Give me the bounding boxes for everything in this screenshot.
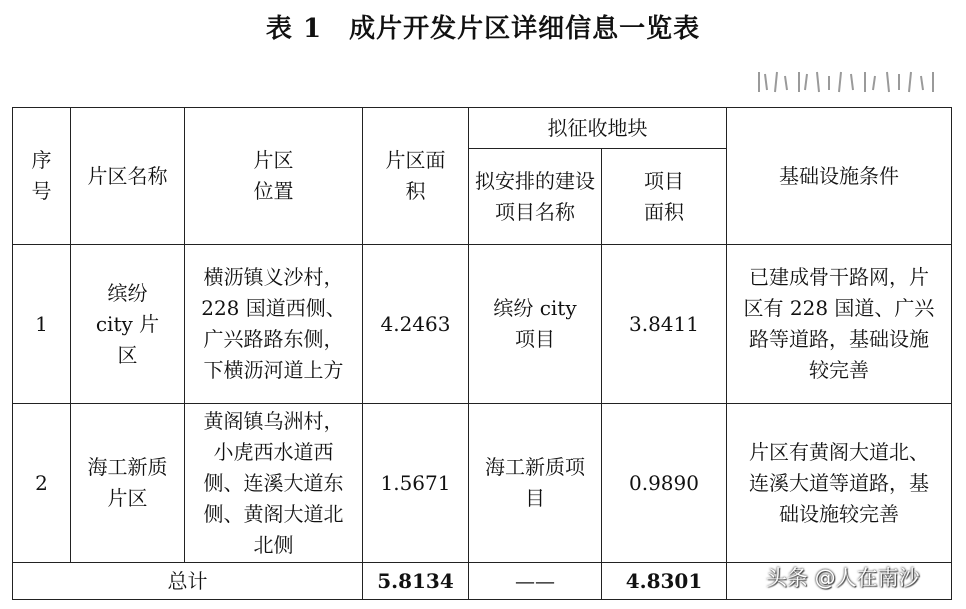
cell-project-area: 0.9890: [602, 404, 727, 563]
cell-zone-location: 横沥镇义沙村，228 国道西侧、广兴路路东侧，下横沥河道上方: [185, 245, 363, 404]
cell-project-name: 缤纷 city 项目: [469, 245, 602, 404]
cell-seq: 1: [13, 245, 71, 404]
scribble-marks: [755, 70, 945, 94]
zone-info-table: [12, 107, 952, 600]
watermark-text: 头条 @人在南沙: [766, 566, 920, 590]
cell-project-name: 海工新质项目: [469, 404, 602, 563]
header-infrastructure: 基础设施条件: [727, 108, 952, 245]
table-row: [13, 404, 952, 563]
document-title: 表 1 成片开发片区详细信息一览表: [265, 14, 701, 44]
total-project-name: ——: [469, 563, 602, 600]
header-seq: 序号: [13, 108, 71, 245]
total-zone-area: 5.8134: [363, 563, 469, 600]
table-row: [13, 245, 952, 404]
cell-seq: 2: [13, 404, 71, 563]
header-zone-area: 片区面积: [363, 108, 469, 245]
total-project-area: 4.8301: [602, 563, 727, 600]
cell-zone-location: 黄阁镇乌洲村，小虎西水道西侧、连溪大道东侧、黄阁大道北北侧: [185, 404, 363, 563]
cell-zone-area: 4.2463: [363, 245, 469, 404]
total-label: 总计: [13, 563, 363, 600]
header-row-1: [13, 108, 952, 149]
cell-infrastructure: 片区有黄阁大道北、连溪大道等道路，基础设施较完善: [727, 404, 952, 563]
cell-zone-name: 缤纷 city 片区: [71, 245, 185, 404]
cell-zone-area: 1.5671: [363, 404, 469, 563]
cell-zone-name: 海工新质片区: [71, 404, 185, 563]
header-zone-location: 片区位置: [185, 108, 363, 245]
header-zone-name: 片区名称: [71, 108, 185, 245]
header-project-name: 拟安排的建设项目名称: [469, 149, 602, 245]
header-acquisition-group: 拟征收地块: [469, 108, 727, 149]
header-project-area: 项目面积: [602, 149, 727, 245]
cell-project-area: 3.8411: [602, 245, 727, 404]
cell-infrastructure: 已建成骨干路网，片区有 228 国道、广兴路等道路，基础设施较完善: [727, 245, 952, 404]
